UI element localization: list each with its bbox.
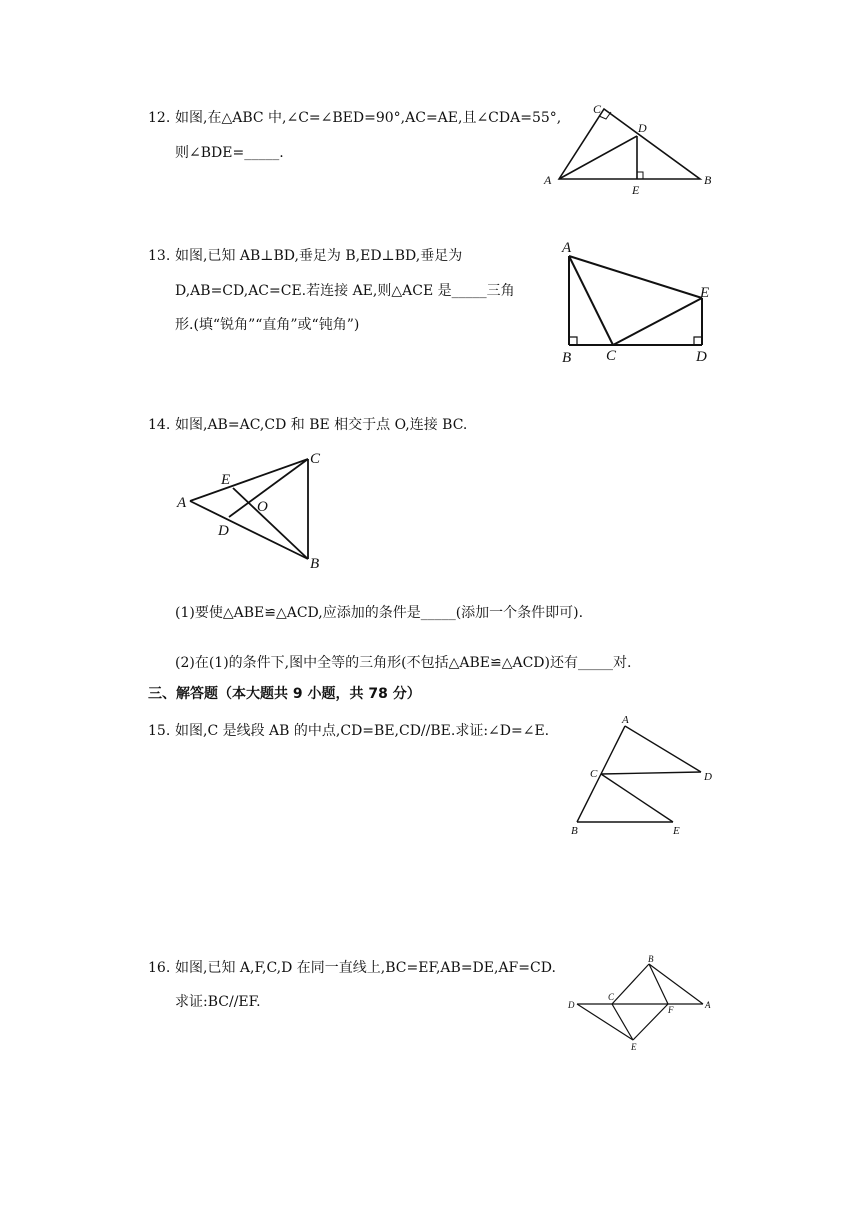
question-text: 则∠BDE=_____. (175, 145, 284, 161)
label-o: O (257, 499, 268, 515)
right-angle-mark (694, 337, 702, 345)
segment-ce (612, 1004, 633, 1040)
segment-ef (633, 1004, 668, 1040)
label-e: E (631, 1042, 637, 1052)
label-c: C (590, 768, 598, 780)
label-a: A (705, 1000, 711, 1010)
label-d: D (218, 523, 229, 539)
segment-bf (649, 964, 668, 1004)
label-e: E (632, 183, 640, 197)
label-e: E (700, 285, 710, 301)
figure-q14 (175, 446, 335, 574)
label-d: D (704, 771, 712, 783)
segment-ad (625, 726, 701, 772)
question-number: 14. (148, 417, 171, 433)
triangle-abc (559, 109, 700, 179)
question-number: 12. (148, 110, 171, 126)
segment-ae (569, 256, 702, 298)
label-b: B (562, 350, 572, 366)
label-e: E (221, 472, 231, 488)
label-a: A (544, 173, 552, 187)
segment-ac (569, 256, 613, 345)
right-angle-mark (637, 172, 643, 179)
label-e: E (673, 825, 680, 837)
label-a: A (177, 495, 187, 511)
segment-bc (612, 964, 649, 1004)
segment-cd (601, 772, 701, 774)
segment-ad (559, 136, 637, 179)
question-number: 15. (148, 723, 171, 739)
figure-q15 (565, 712, 725, 840)
label-b: B (310, 556, 320, 572)
segment-eb (233, 488, 308, 559)
section-title: 三、解答题（本大题共 9 小题，共 78 分） (148, 686, 421, 702)
question-text: 如图,在△ABC 中,∠C=∠BED=90°,AC=AE,且∠CDA=55°, (175, 110, 562, 126)
label-a: A (562, 240, 572, 256)
question-text: 如图,C 是线段 AB 的中点,CD=BE,CD//BE.求证:∠D=∠E. (175, 723, 550, 739)
segment-de (577, 1004, 633, 1040)
question-text: D,AB=CD,AC=CE.若连接 AE,则△ACE 是_____三角 (175, 283, 515, 299)
question-number: 13. (148, 248, 171, 264)
segment-ce (613, 298, 702, 345)
figure-q13 (555, 236, 725, 368)
figure-q12 (540, 96, 720, 201)
label-f: F (668, 1005, 674, 1015)
segment-ce (601, 774, 673, 822)
segment-ab (649, 964, 703, 1004)
label-c: C (593, 102, 602, 116)
question-text: (1)要使△ABE≌△ACD,应添加的条件是_____(添加一个条件即可). (175, 605, 584, 621)
question-text: 形.(填“锐角”“直角”或“钝角”) (175, 317, 360, 333)
label-b: B (571, 825, 578, 837)
label-c: C (608, 992, 615, 1002)
label-d: D (638, 121, 647, 135)
figure-q16 (565, 952, 715, 1054)
question-number: 16. (148, 960, 171, 976)
label-d: D (568, 1000, 575, 1010)
label-c: C (310, 451, 321, 467)
question-text: (2)在(1)的条件下,图中全等的三角形(不包括△ABE≌△ACD)还有_____对. (175, 655, 632, 671)
label-b: B (648, 954, 654, 964)
question-text: 如图,已知 AB⊥BD,垂足为 B,ED⊥BD,垂足为 (175, 248, 463, 264)
segment-cd (229, 459, 308, 517)
label-a: A (622, 714, 629, 726)
question-text: 如图,已知 A,F,C,D 在同一直线上,BC=EF,AB=DE,AF=CD. (175, 960, 556, 976)
segment-ac (190, 459, 308, 501)
right-angle-mark (569, 337, 577, 345)
question-text: 如图,AB=AC,CD 和 BE 相交于点 O,连接 BC. (175, 417, 468, 433)
label-c: C (606, 348, 617, 364)
segment-ab (190, 501, 308, 559)
label-b: B (704, 173, 712, 187)
label-d: D (696, 349, 707, 365)
question-text: 求证:BC//EF. (175, 994, 261, 1010)
